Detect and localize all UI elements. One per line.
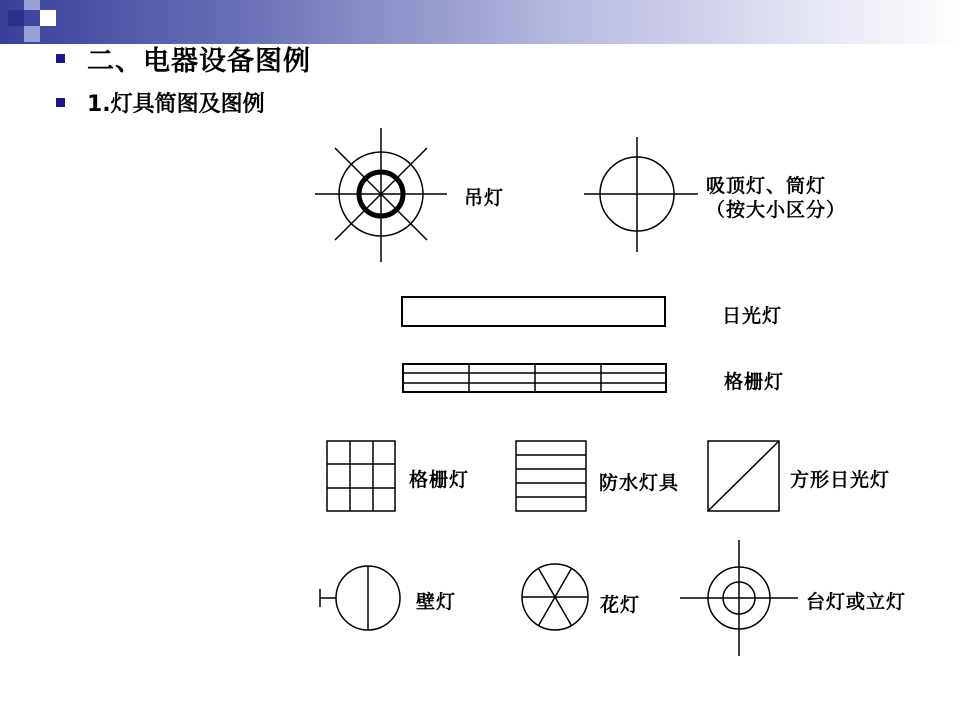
pendant-lamp-symbol bbox=[315, 128, 447, 262]
ceiling-lamp-symbol bbox=[584, 137, 698, 252]
decorative-lamp-symbol bbox=[522, 564, 588, 630]
square-fluorescent-symbol bbox=[708, 441, 779, 511]
label-ceiling-1: 吸顶灯、筒灯 bbox=[706, 175, 827, 197]
label-square-fluorescent: 方形日光灯 bbox=[790, 469, 891, 491]
label-grille-strip: 格栅灯 bbox=[724, 371, 785, 393]
waterproof-symbol bbox=[516, 441, 586, 511]
table-lamp-symbol bbox=[680, 540, 798, 656]
label-table-floor: 台灯或立灯 bbox=[806, 591, 907, 613]
grille-strip-symbol bbox=[403, 364, 666, 392]
label-wall: 壁灯 bbox=[416, 591, 457, 613]
wall-lamp-symbol bbox=[320, 566, 400, 630]
label-grille-square: 格栅灯 bbox=[409, 469, 470, 491]
label-fluorescent: 日光灯 bbox=[722, 305, 783, 327]
page-subtitle: 1.灯具简图及图例 bbox=[87, 91, 265, 117]
fluorescent-symbol bbox=[402, 297, 665, 326]
label-decorative: 花灯 bbox=[600, 594, 641, 616]
label-ceiling-2: （按大小区分） bbox=[706, 199, 847, 221]
label-pendant: 吊灯 bbox=[464, 187, 505, 209]
grille-square-symbol bbox=[327, 441, 395, 511]
label-waterproof: 防水灯具 bbox=[599, 472, 680, 494]
page-title: 二、电器设备图例 bbox=[87, 45, 311, 77]
